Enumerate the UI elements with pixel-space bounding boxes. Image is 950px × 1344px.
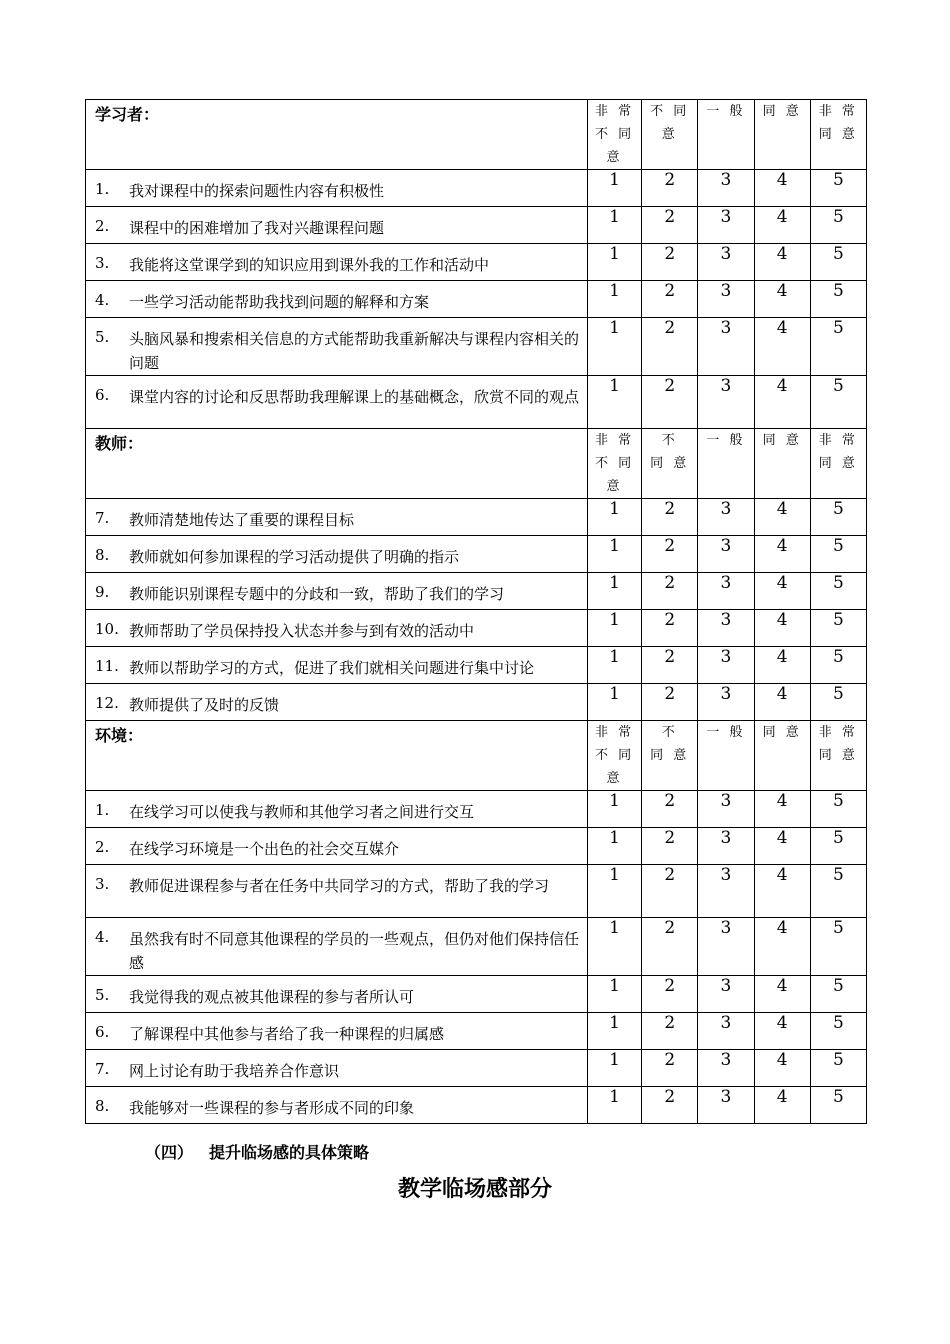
question-cell [86,610,588,647]
question-text: 课程中的困难增加了我对兴趣课程问题 [129,219,385,237]
section-title: 学习者： [95,105,160,124]
scale-header: 非 常 不 同 意 [587,721,641,791]
scale-header: 非 常 不 同 意 [587,429,641,499]
score-option[interactable]: 3 [698,610,754,647]
score-option[interactable]: 2 [642,1050,698,1087]
score-option[interactable]: 1 [587,828,641,865]
score-option[interactable]: 2 [642,1087,698,1124]
scale-header: 非 常 同 意 [810,100,866,170]
scale-header: 不 同 意 [642,429,698,499]
score-option[interactable]: 2 [642,1013,698,1050]
score-option[interactable]: 5 [810,244,866,281]
score-option[interactable]: 3 [698,170,754,207]
score-option[interactable]: 2 [642,281,698,318]
score-option[interactable]: 1 [587,573,641,610]
question-cell [86,207,588,244]
score-option[interactable]: 5 [810,828,866,865]
question-number: 6. [95,386,110,404]
question-cell [86,1050,588,1087]
question-cell [86,170,588,207]
question-row [86,918,867,976]
question-text: 头脑风暴和搜索相关信息的方式能帮助我重新解决与课程内容相关的问题 [129,330,580,372]
score-option[interactable]: 4 [754,918,810,976]
score-option[interactable]: 3 [698,865,754,918]
question-cell [86,1013,588,1050]
score-option[interactable]: 1 [587,1013,641,1050]
question-text: 网上讨论有助于我培养合作意识 [129,1062,340,1080]
score-option[interactable]: 4 [754,647,810,684]
score-option[interactable]: 1 [587,376,641,429]
question-row [86,610,867,647]
sub-heading [145,1140,369,1163]
scale-header: 非 常 同 意 [810,429,866,499]
question-row [86,1050,867,1087]
question-number: 6. [95,1023,110,1041]
score-option[interactable]: 1 [587,647,641,684]
question-text: 了解课程中其他参与者给了我一种课程的归属感 [129,1025,445,1043]
score-option[interactable]: 3 [698,1013,754,1050]
question-cell [86,499,588,536]
score-option[interactable]: 2 [642,647,698,684]
section-title-cell [86,100,588,170]
question-row [86,1087,867,1124]
score-option[interactable]: 4 [754,1013,810,1050]
question-cell [86,573,588,610]
question-text: 教师清楚地传达了重要的课程目标 [129,511,355,529]
question-number: 2. [95,217,110,235]
score-option[interactable]: 4 [754,610,810,647]
score-option[interactable]: 1 [587,1050,641,1087]
score-option[interactable]: 4 [754,976,810,1013]
score-option[interactable]: 5 [810,207,866,244]
score-option[interactable]: 1 [587,244,641,281]
question-cell [86,791,588,828]
question-text: 虽然我有时不同意其他课程的学员的一些观点，但仍对他们保持信任感 [129,930,580,972]
question-cell [86,918,588,976]
score-option[interactable]: 1 [587,207,641,244]
section-header-row [86,100,867,170]
question-cell [86,376,588,429]
question-number: 10. [95,620,119,638]
question-number: 1. [95,801,110,819]
question-cell [86,244,588,281]
question-number: 3. [95,254,110,272]
score-option[interactable]: 5 [810,865,866,918]
score-option[interactable]: 2 [642,207,698,244]
score-option[interactable]: 5 [810,976,866,1013]
score-option[interactable]: 4 [754,828,810,865]
question-number: 1. [95,180,110,198]
score-option[interactable]: 2 [642,791,698,828]
score-option[interactable]: 1 [587,536,641,573]
section-header-row [86,429,867,499]
question-text: 教师以帮助学习的方式，促进了我们就相关问题进行集中讨论 [129,659,535,677]
question-number: 5. [95,328,110,346]
score-option[interactable]: 4 [754,281,810,318]
question-row [86,170,867,207]
section-title-cell [86,721,588,791]
question-text: 我能将这堂课学到的知识应用到课外我的工作和活动中 [129,256,490,274]
score-option[interactable]: 3 [698,376,754,429]
score-option[interactable]: 5 [810,791,866,828]
section-title: 教师： [95,434,144,453]
scale-header: 同 意 [754,721,810,791]
question-number: 5. [95,986,110,1004]
score-option[interactable]: 5 [810,318,866,376]
question-row [86,865,867,918]
score-option[interactable]: 2 [642,828,698,865]
score-option[interactable]: 5 [810,610,866,647]
score-option[interactable]: 3 [698,536,754,573]
score-option[interactable]: 1 [587,791,641,828]
scale-header: 不 同 意 [642,100,698,170]
question-text: 我觉得我的观点被其他课程的参与者所认可 [129,988,415,1006]
score-option[interactable]: 5 [810,1050,866,1087]
score-option[interactable]: 4 [754,536,810,573]
score-option[interactable]: 5 [810,281,866,318]
scale-header: 非 常 不 同 意 [587,100,641,170]
question-row [86,536,867,573]
score-option[interactable]: 3 [698,318,754,376]
question-text: 教师就如何参加课程的学习活动提供了明确的指示 [129,548,460,566]
question-text: 教师促进课程参与者在任务中共同学习的方式，帮助了我的学习 [129,877,550,895]
score-option[interactable]: 1 [587,499,641,536]
question-number: 11. [95,657,119,675]
score-option[interactable]: 5 [810,499,866,536]
score-option[interactable]: 2 [642,684,698,721]
question-text: 课堂内容的讨论和反思帮助我理解课上的基础概念，欣赏不同的观点 [129,388,580,406]
score-option[interactable]: 1 [587,976,641,1013]
question-row [86,281,867,318]
score-option[interactable]: 3 [698,244,754,281]
question-cell [86,865,588,918]
question-row [86,318,867,376]
score-option[interactable]: 2 [642,376,698,429]
score-option[interactable]: 2 [642,976,698,1013]
question-text: 我对课程中的探索问题性内容有积极性 [129,182,385,200]
score-option[interactable]: 4 [754,499,810,536]
score-option[interactable]: 4 [754,207,810,244]
question-number: 4. [95,291,110,309]
question-row [86,244,867,281]
question-number: 8. [95,1097,110,1115]
scale-header: 一 般 [698,100,754,170]
question-cell [86,536,588,573]
scale-header: 同 意 [754,429,810,499]
scale-header: 一 般 [698,429,754,499]
score-option[interactable]: 5 [810,573,866,610]
score-option[interactable]: 4 [754,684,810,721]
question-number: 2. [95,838,110,856]
question-text: 教师能识别课程专题中的分歧和一致，帮助了我们的学习 [129,585,505,603]
score-option[interactable]: 1 [587,1087,641,1124]
question-row [86,684,867,721]
score-option[interactable]: 4 [754,865,810,918]
score-option[interactable]: 5 [810,1087,866,1124]
score-option[interactable]: 3 [698,499,754,536]
score-option[interactable]: 5 [810,536,866,573]
question-cell [86,1087,588,1124]
sub-heading-text: 提升临场感的具体策略 [209,1143,370,1162]
sub-heading-number: （四） [145,1143,194,1162]
score-option[interactable]: 3 [698,573,754,610]
score-option[interactable]: 2 [642,573,698,610]
question-row [86,499,867,536]
score-option[interactable]: 3 [698,828,754,865]
question-number: 9. [95,583,110,601]
main-heading: 教学临场感部分 [397,1177,552,1202]
question-number: 7. [95,509,110,527]
scale-header: 非 常 同 意 [810,721,866,791]
score-option[interactable]: 2 [642,865,698,918]
score-option[interactable]: 5 [810,684,866,721]
score-option[interactable]: 3 [698,976,754,1013]
question-row [86,976,867,1013]
score-option[interactable]: 4 [754,318,810,376]
question-cell [86,684,588,721]
score-option[interactable]: 3 [698,918,754,976]
score-option[interactable]: 4 [754,1050,810,1087]
question-number: 4. [95,928,110,946]
question-text: 我能够对一些课程的参与者形成不同的印象 [129,1099,415,1117]
scale-header: 同 意 [754,100,810,170]
score-option[interactable]: 4 [754,376,810,429]
question-cell [86,281,588,318]
section-title-cell [86,429,588,499]
score-option[interactable]: 1 [587,610,641,647]
score-option[interactable]: 1 [587,684,641,721]
question-number: 8. [95,546,110,564]
section-title: 环境： [95,726,144,745]
score-option[interactable]: 5 [810,918,866,976]
score-option[interactable]: 1 [587,281,641,318]
score-option[interactable]: 3 [698,1050,754,1087]
question-cell [86,828,588,865]
question-row [86,647,867,684]
question-text: 教师提供了及时的反馈 [129,696,280,714]
score-option[interactable]: 5 [810,647,866,684]
question-row [86,828,867,865]
question-number: 3. [95,875,110,893]
score-option[interactable]: 4 [754,573,810,610]
score-option[interactable]: 4 [754,244,810,281]
survey-table [85,99,867,1124]
score-option[interactable]: 5 [810,170,866,207]
scale-header: 一 般 [698,721,754,791]
section-header-row [86,721,867,791]
score-option[interactable]: 2 [642,610,698,647]
score-option[interactable]: 1 [587,918,641,976]
question-number: 12. [95,694,119,712]
question-row [86,1013,867,1050]
score-option[interactable]: 5 [810,1013,866,1050]
scale-header: 不 同 意 [642,721,698,791]
question-text: 在线学习环境是一个出色的社会交互媒介 [129,840,400,858]
score-option[interactable]: 1 [587,170,641,207]
score-option[interactable]: 2 [642,318,698,376]
score-option[interactable]: 4 [754,791,810,828]
question-row [86,207,867,244]
question-row [86,573,867,610]
score-option[interactable]: 3 [698,281,754,318]
question-cell [86,318,588,376]
score-option[interactable]: 2 [642,170,698,207]
score-option[interactable]: 1 [587,318,641,376]
score-option[interactable]: 3 [698,207,754,244]
question-cell [86,647,588,684]
score-option[interactable]: 3 [698,791,754,828]
score-option[interactable]: 5 [810,376,866,429]
question-cell [86,976,588,1013]
score-option[interactable]: 4 [754,1087,810,1124]
score-option[interactable]: 4 [754,170,810,207]
question-row [86,791,867,828]
score-option[interactable]: 1 [587,865,641,918]
score-option[interactable]: 3 [698,1087,754,1124]
question-row [86,376,867,429]
score-option[interactable]: 2 [642,499,698,536]
question-text: 教师帮助了学员保持投入状态并参与到有效的活动中 [129,622,475,640]
question-text: 在线学习可以使我与教师和其他学习者之间进行交互 [129,803,475,821]
question-text: 一些学习活动能帮助我找到问题的解释和方案 [129,293,430,311]
score-option[interactable]: 2 [642,918,698,976]
score-option[interactable]: 3 [698,684,754,721]
question-number: 7. [95,1060,110,1078]
score-option[interactable]: 2 [642,244,698,281]
score-option[interactable]: 3 [698,647,754,684]
score-option[interactable]: 2 [642,536,698,573]
